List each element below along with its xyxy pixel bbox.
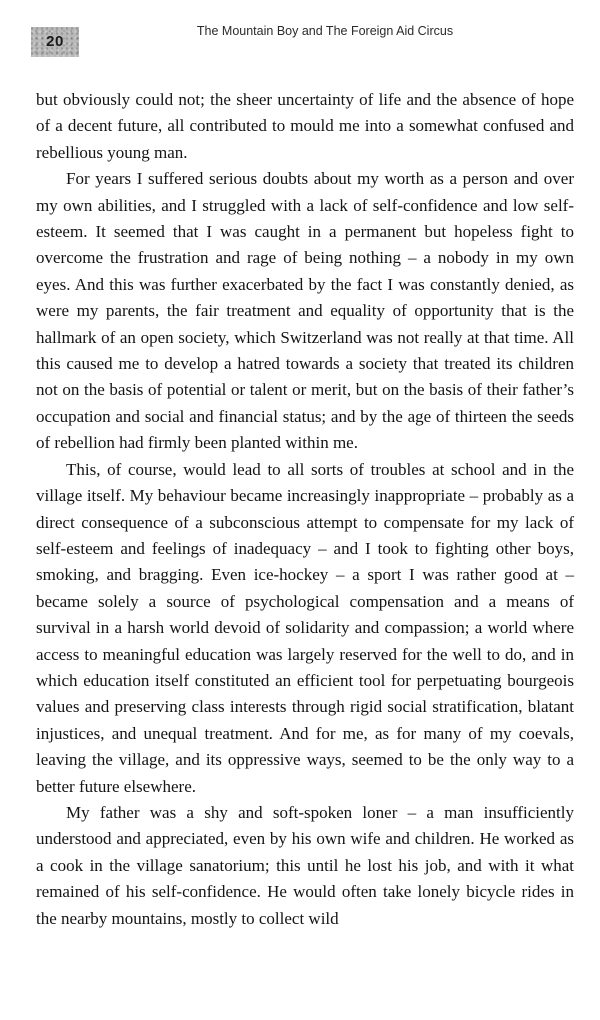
paragraph: This, of course, would lead to all sorts of troubles at school and in the village itself. My behaviour became increasingly inappropriate – probably as a direct consequence of a subconscious attempt to compensate for my lack of self-esteem and feelings of inadequacy – and I took to fighting other boys, smoking, and bragging. Even ice-hockey – a sport I was rather good at – became solely a source of psychological compensation and a means of survival in a harsh world devoid of solidarity and compassion; a world where access to meaningful education was largely reserved for the well to do, and in which education itself constituted an efficient tool for perpetuating bourgeois values and preserving class interests through rigid social stratification, blatant injustices, and unequal treatment. And for me, as for many of my coevals, leaving the village, and its oppressive ways, seemed to be the only way to a better future elsewhere.: [36, 459, 574, 796]
page-number: 20: [31, 27, 79, 57]
running-title: The Mountain Boy and The Foreign Aid Circus: [196, 24, 454, 38]
paragraph: My father was a shy and soft-spoken loner – a man insufficiently understood and appreciated, even by his own wife and children. He worked as a cook in the village sanatorium; this until he lost his job, and with it what remained of his self-confidence. He would often take lonely bicycle rides in the nearby mountains, mostly to collect wild: [36, 802, 574, 928]
page-header: [0, 0, 600, 70]
paragraph: For years I suffered serious doubts about my worth as a person and over my own abilities, and I struggled with a lack of self-confidence and low self-esteem. It seemed that I was caught in a permanent but hopeless fight to overcome the frustration and rage of being nothing – a nobody in my own eyes. And this was further exacerbated by the fact I was constantly denied, as were my parents, the fair treatment and equality of opportunity that is the hallmark of an open society, which Switzerland was not really at that time. All this caused me to develop a hatred towards a society that treated its children not on the basis of potential or talent or merit, but on the basis of their father’s occupation and social and financial status; and by the age of thirteen the seeds of rebellion had firmly been planted within me.: [36, 169, 574, 453]
paragraph-continued: but obviously could not; the sheer uncertainty of life and the absence of hope of a decent future, all contributed to mould me into a somewhat confused and rebellious young man.: [36, 90, 574, 162]
body-text: [36, 87, 574, 932]
